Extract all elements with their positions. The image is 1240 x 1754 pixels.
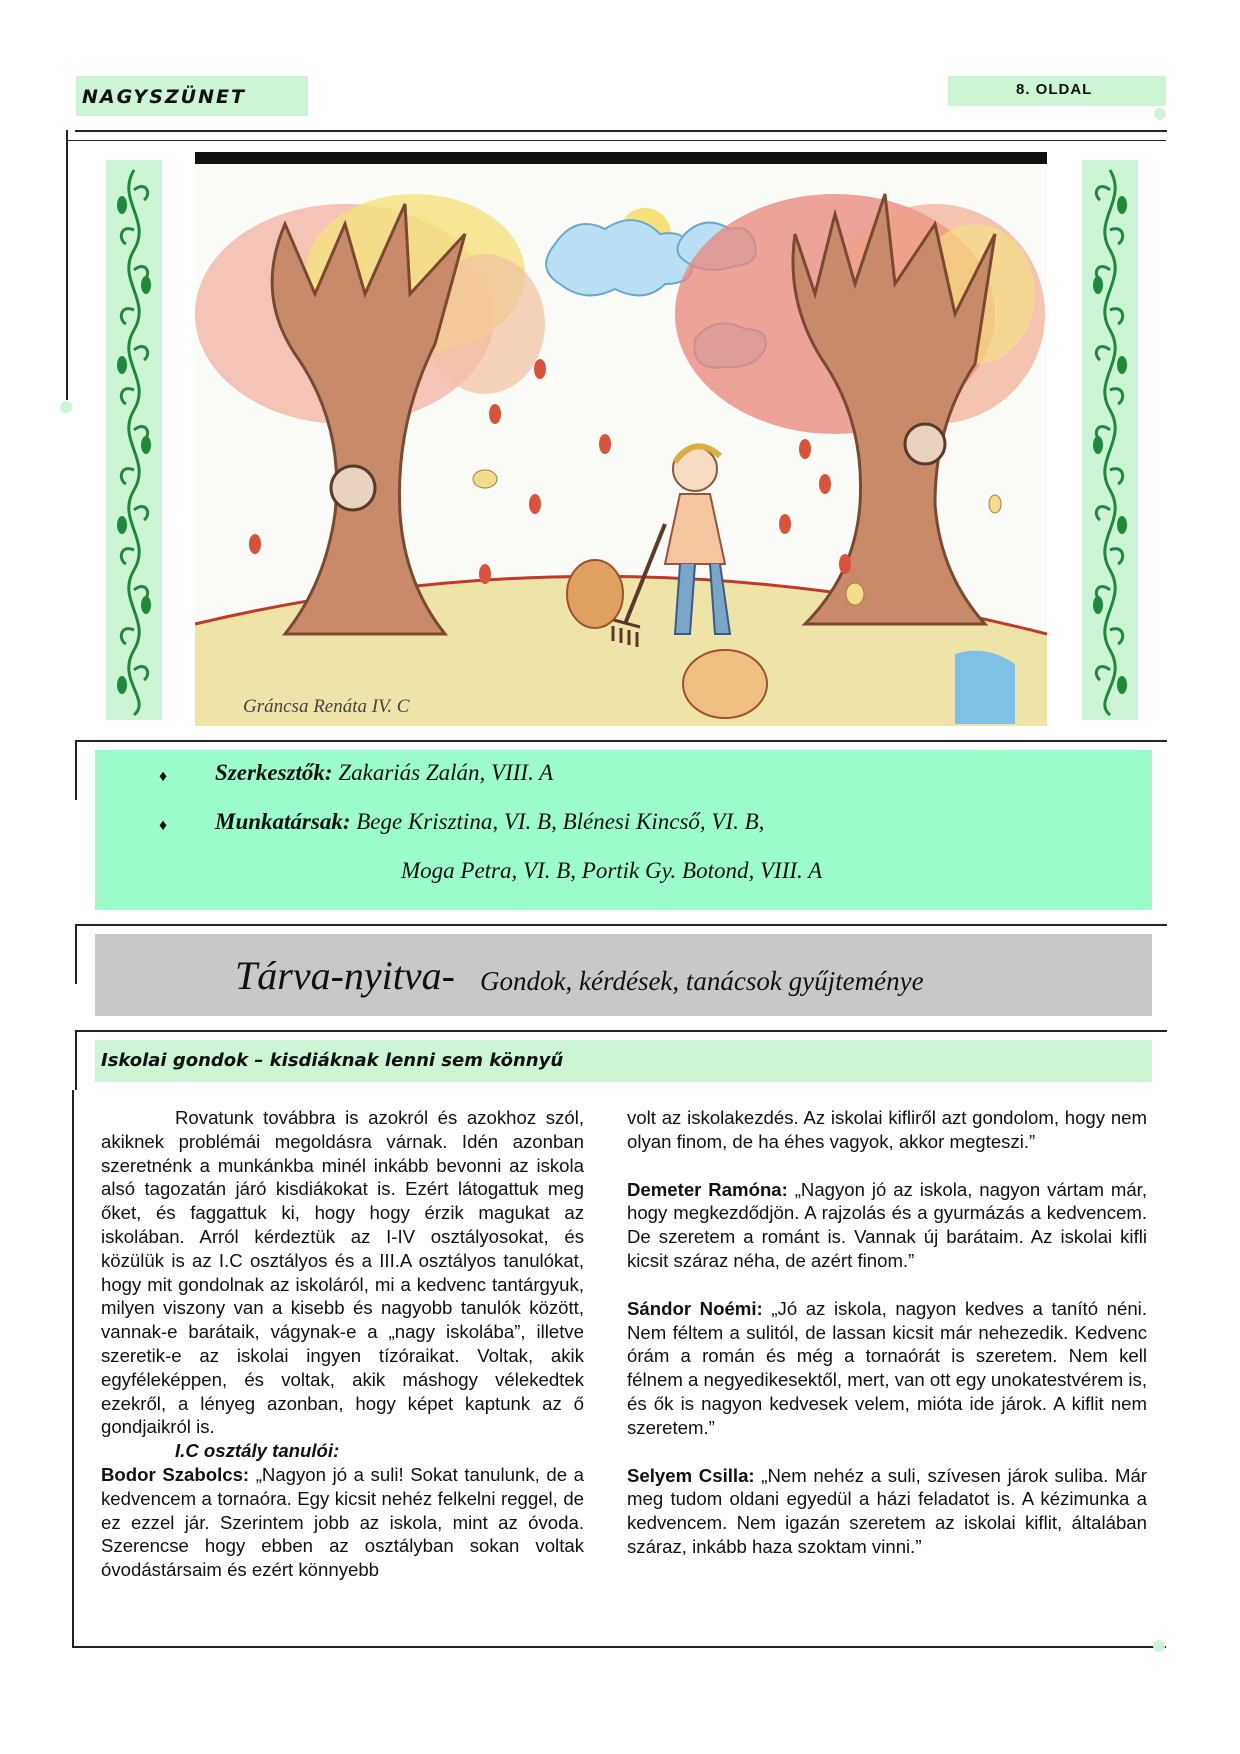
illustration-credit: Gráncsa Renáta IV. C (243, 696, 410, 717)
quote-bodor-continued: volt az iskolakezdés. Az iskolai kifliről azt gondolom, hogy nem olyan finom, de ha éhes vagyok, akkor megteszi.” (627, 1107, 1147, 1152)
quote-text: „Jó az iskola, nagyon kedves a tanító néni. Nem féltem a sulitól, de lassan kicsit már nehezedik. Kedvenc órám a román és még a tornaórát is szeretem. Nem kell félnem a negyedikesektől, mert, van ott egy unokatestvérem is, és ők is nagyon kedvesek velem, mióta ide járok. A kiflit nem szeretem.” (627, 1297, 1147, 1438)
quote-text: „Nagyon jó a suli! Sokat tanulunk, de a kedvencem a tornaóra. Egy kicsit nehéz felkelni reggel, de ez ezzel jár. Szerintem jobb az iskola, mint az óvoda. Szerencse hogy ebben az osztályban sokan voltak óvodástársaim és ezért könnyebb (101, 1463, 584, 1581)
frame-dot (60, 401, 72, 413)
section-left-rule (75, 1030, 77, 1090)
contributors-line-2: Moga Petra, VI. B, Portik Gy. Botond, VIII. A (401, 858, 823, 883)
editors-label: Szerkesztők: (215, 760, 333, 785)
page-number: 8. OLDAL (1016, 81, 1093, 98)
quote-name: Demeter Ramóna: (627, 1178, 788, 1200)
column-title-box (95, 934, 1152, 1016)
staff-left-rule (75, 740, 77, 800)
contributors-label: Munkatársak: (215, 809, 351, 834)
right-ornament-panel (1082, 160, 1138, 720)
bottom-rule (72, 1646, 1166, 1648)
section-heading: Iskolai gondok – kisdiáknak lenni sem könnyű (101, 1050, 564, 1071)
top-left-rule (66, 130, 68, 400)
quote-selyem (627, 1464, 1147, 1559)
section-rule (75, 1030, 1167, 1032)
class-heading: I.C osztály tanulói: (175, 1440, 340, 1462)
quote-name: Selyem Csilla: (627, 1464, 755, 1486)
quote-demeter (627, 1178, 1147, 1273)
article-intro: Rovatunk továbbra is azokról és azokhoz szól, akiknek problémái megoldásra várnak. Idén azonban szeretnénk a munkánkba minél inkább bevonni az iskola alsó tagozatán járó kisdiákokat is. Ezért látogattuk meg őket, és faggattuk ki, hogy hogy érzik magukat az iskolában. Arról kérdeztük az I-IV osztályosokat, és közülük is az I.C osztályos és a III.A osztályos tanulókat, hogy mit gondolnak az iskoláról, mi a kedvenc tantárgyuk, milyen viszony van a kisebb és nagyobb tanulók között, vannak-e barátaik, vágynak-e a „nagy iskolába”, illetve szeretik-e az iskolai ingyen tízóraikat. Voltak, akik egyféleképpen, és voltak, akik máshogy vélekedtek ezekről, a lényeg azonban, hogy képet kaptunk az ő gondjaikról is. (101, 1107, 584, 1438)
editors-names: Zakariás Zalán, VIII. A (332, 760, 554, 785)
top-rule-inner (66, 140, 1166, 141)
title-left-rule (75, 924, 77, 984)
frame-dot (1153, 1640, 1165, 1652)
contributors-line (215, 809, 764, 835)
bullet-icon: ♦ (159, 817, 168, 834)
bullet-icon: ♦ (159, 768, 168, 785)
quote-name: Bodor Szabolcs: (101, 1463, 250, 1485)
autumn-trees-drawing-icon (195, 164, 1047, 726)
quote-sandor (627, 1297, 1147, 1440)
quote-name: Sándor Noémi: (627, 1297, 763, 1319)
child-drawing-illustration (195, 152, 1047, 726)
title-rule (75, 924, 1167, 926)
article-left-rule (72, 1090, 74, 1648)
article-right-column (627, 1106, 1147, 1559)
page-number-box (948, 76, 1166, 106)
editors-line (215, 760, 553, 786)
contributors-names: Bege Krisztina, VI. B, Blénesi Kincső, VI. B, (350, 809, 765, 834)
quote-text: „Nagyon jó az iskola, nagyon vártam már, hogy megkezdődjön. A rajzolás és a gyurmázás a kedvencem. De szeretem a románt is. Vannak új barátaim. Az iskolai kifli kicsit száraz néha, de azért finom.” (627, 1178, 1147, 1271)
quote-text: „Nem nehéz a suli, szívesen járok suliba. Már meg tudom oldani egyedül a házi feladatot is. A kézimunka a kedvencem. Nem igazán szeretem az iskolai kiflit, általában száraz, inkább haza szoktam vinni.” (627, 1464, 1147, 1557)
article-left-column (101, 1106, 584, 1582)
column-title: Tárva-nyitva- (235, 953, 455, 998)
top-rule (75, 130, 1167, 132)
vine-ornament-icon (106, 160, 162, 720)
left-ornament-panel (106, 160, 162, 720)
newspaper-title-box (76, 76, 308, 116)
newspaper-title: NAGYSZÜNET (82, 86, 246, 108)
quote-bodor (101, 1463, 584, 1582)
frame-dot (1154, 108, 1166, 120)
column-subtitle: Gondok, kérdések, tanácsok gyűjteménye (480, 966, 924, 996)
staff-rule (75, 740, 1167, 742)
staff-box (95, 750, 1152, 910)
vine-ornament-icon (1082, 160, 1138, 720)
section-heading-box (95, 1040, 1152, 1082)
